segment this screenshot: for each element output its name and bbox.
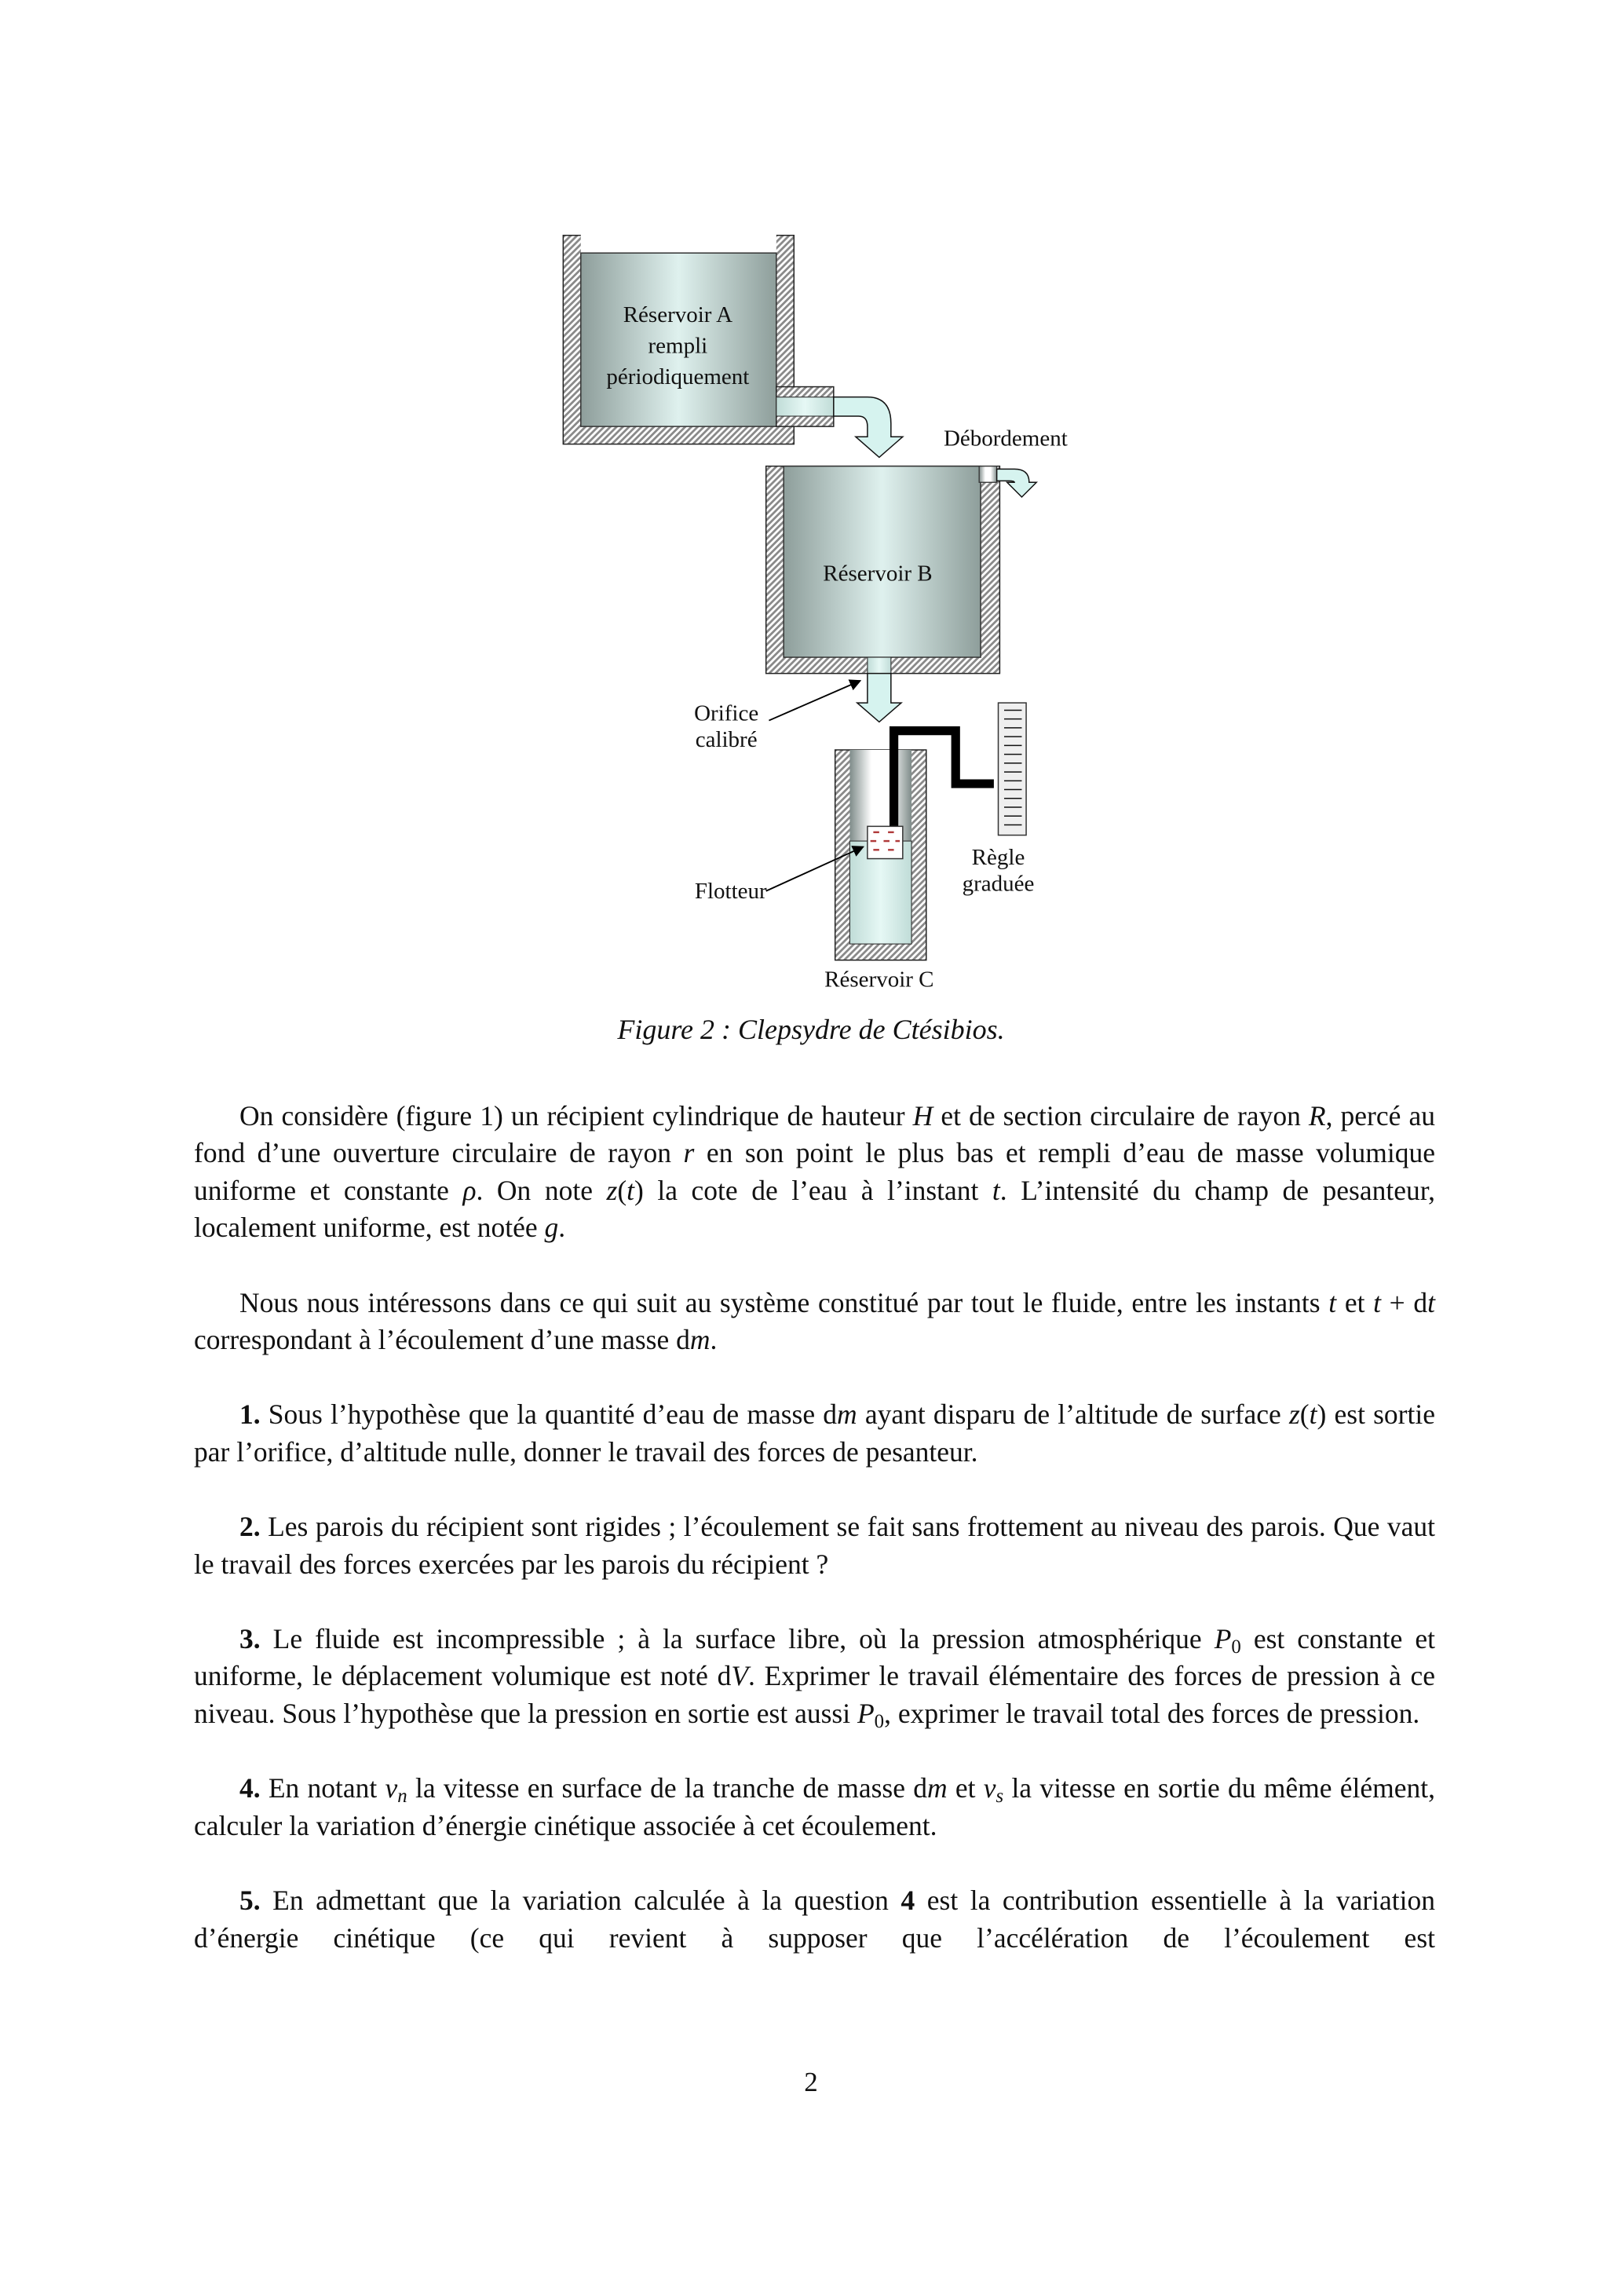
text-segment: n [397, 1786, 407, 1808]
text-segment: ( [617, 1174, 627, 1206]
reservoir-a [563, 232, 902, 457]
text-segment: v [385, 1772, 398, 1804]
text-segment: 4 [901, 1885, 915, 1917]
text-segment: r [683, 1137, 695, 1169]
text-segment: , percé au fond d’une ouverture circulaire de rayon [194, 1100, 1435, 1169]
text-segment: m [927, 1772, 948, 1804]
body-text [194, 1098, 1435, 1994]
figure-label: calibré [695, 727, 758, 753]
paragraph [194, 1098, 1435, 1247]
text-segment: g [544, 1212, 559, 1244]
text-segment: . L’intensité du champ de pesanteur, localement uniforme, est notée [194, 1174, 1436, 1244]
text-segment: On considère (figure 1) un récipient cylindrique de hauteur [239, 1100, 913, 1132]
text-segment: et [947, 1772, 984, 1804]
text-segment: R [1308, 1100, 1326, 1132]
text-segment: correspondant à l’écoulement d’une masse d [194, 1324, 690, 1356]
text-segment: t [1309, 1398, 1317, 1431]
text-segment: z [606, 1174, 618, 1206]
question [194, 1508, 1435, 1583]
text-segment: ( [1299, 1398, 1310, 1431]
text-segment: v [983, 1772, 996, 1804]
text-segment: et de section circulaire de rayon [933, 1100, 1309, 1132]
text-segment: Nous nous intéressons dans ce qui suit au système constitué par tout le fluide, entre les instants [239, 1286, 1329, 1318]
text-segment: en son point le plus bas et rempli d’eau de masse volumique uniforme et constante [194, 1137, 1435, 1206]
text-segment: ayant disparu de l’altitude de surface [857, 1398, 1289, 1431]
figure-label: rempli [648, 333, 708, 359]
question [194, 1882, 1435, 1957]
text-segment: Sous l’hypothèse que la quantité d’eau de masse d [260, 1398, 838, 1431]
text-segment: . Exprimer le travail élémentaire des forces de pression à ce niveau. Sous l’hypothèse que la pression en sortie est aussi [194, 1660, 1435, 1729]
text-segment: m [837, 1398, 857, 1431]
text-segment: t [1427, 1286, 1435, 1318]
reservoir-c [824, 750, 933, 992]
reservoir-b [766, 466, 1036, 722]
text-segment: ρ [462, 1174, 477, 1206]
figure-caption: Figure 2 : Clepsydre de Ctésibios. [617, 1014, 1005, 1045]
text-segment: H [912, 1100, 933, 1132]
text-segment: la vitesse en surface de la tranche de masse d [407, 1772, 927, 1804]
figure-label: Réservoir C [824, 967, 934, 993]
text-segment: la vitesse en sortie du même élément, calculer la variation d’énergie cinétique associée à cet écoulement. [194, 1772, 1436, 1841]
page-number: 2 [804, 2067, 818, 2097]
orifice-label: Orifice [694, 700, 759, 726]
text-segment: t [1373, 1286, 1381, 1318]
overflow-arrow [997, 469, 1037, 497]
float-label: Flotteur [694, 879, 767, 905]
clepsydra-figure [529, 221, 1088, 1015]
text-segment: t [627, 1174, 635, 1206]
figure-label: Réservoir A [623, 302, 733, 328]
question [194, 1621, 1435, 1732]
text-segment: 0 [874, 1711, 885, 1733]
text-segment: P [1214, 1623, 1232, 1655]
float [868, 826, 903, 858]
paragraph [194, 1285, 1435, 1359]
text-segment: 4. [239, 1772, 261, 1804]
text-segment: 2. [239, 1511, 261, 1543]
text-segment: En admettant que la variation calculée à la question [260, 1885, 901, 1917]
text-segment: et [1336, 1286, 1374, 1318]
text-segment: t [1328, 1286, 1337, 1318]
text-segment: 5. [239, 1885, 261, 1917]
text-segment: En notant [260, 1772, 385, 1804]
graduated-ruler [999, 703, 1027, 835]
figure-label: Réservoir B [823, 561, 933, 587]
text-segment: 0 [1231, 1636, 1241, 1658]
text-segment: t [992, 1174, 1000, 1206]
text-segment: . On note [476, 1174, 607, 1206]
text-segment: , exprimer le travail total des forces de pression. [884, 1697, 1420, 1729]
question [194, 1396, 1435, 1471]
text-segment: ) est sortie par l’orifice, d’altitude nulle, donner le travail des forces de pesanteur. [194, 1398, 1435, 1468]
figure-label: périodiquement [606, 364, 750, 389]
question [194, 1770, 1435, 1844]
text-segment: Le fluide est incompressible ; à la surface libre, où la pression atmosphérique [260, 1623, 1215, 1655]
text-segment: . [558, 1212, 566, 1244]
text-segment: + d [1381, 1286, 1428, 1318]
figure-label: graduée [962, 871, 1035, 897]
text-segment: z [1288, 1398, 1300, 1431]
text-segment: V [731, 1660, 749, 1692]
text-segment: ) la cote de l’eau à l’instant [634, 1174, 992, 1206]
text-segment: 1. [239, 1398, 261, 1431]
text-segment: P [857, 1697, 875, 1729]
text-segment: Les parois du récipient sont rigides ; l’écoulement se fait sans frottement au niveau des parois. Que vaut le travail des forces exercées par les parois du récipient ? [194, 1511, 1435, 1580]
text-segment: m [689, 1324, 711, 1356]
text-segment: 3. [239, 1623, 261, 1655]
overflow-label: Débordement [943, 426, 1068, 452]
text-segment: est constante et uniforme, le déplacement volumique est noté d [194, 1623, 1435, 1692]
text-segment: s [995, 1786, 1004, 1808]
text-segment: . [710, 1324, 718, 1356]
flow-arrow-a-to-b [834, 397, 903, 458]
flow-arrow-b-to-c [857, 674, 901, 722]
text-segment: est la contribution essentielle à la variation d’énergie cinétique (ce qui revient à supposer que l’accélération de l’écoulement est [194, 1885, 1435, 1954]
ruler-label: Règle [971, 845, 1025, 871]
